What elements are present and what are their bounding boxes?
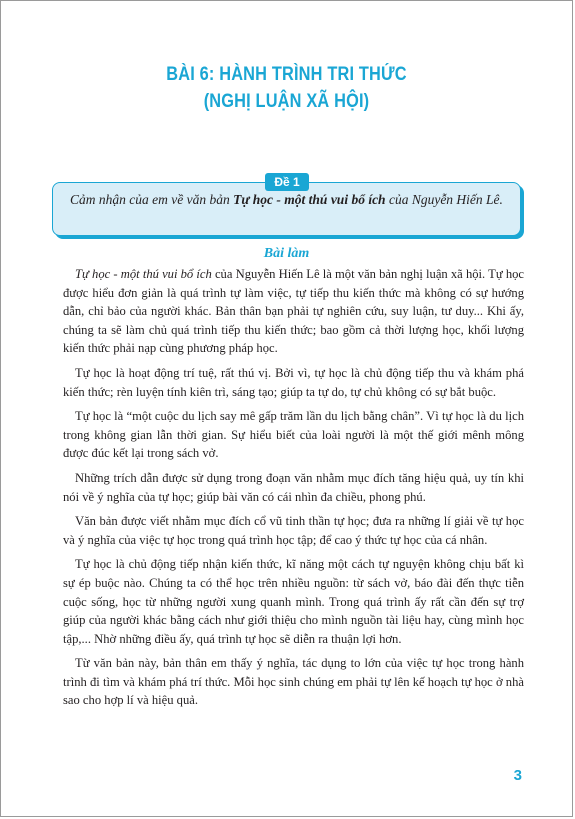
answer-body: [63, 265, 524, 716]
lesson-title-line-1: BÀI 6: HÀNH TRÌNH TRI THỨC: [166, 64, 407, 85]
paragraph-text: Tự học là hoạt động trí tuệ, rất thú vị. Bởi vì, tự học là chủ động tiếp thu và khám phá kiến thức; rèn luyện tính kiên trì, sáng tạo; giúp ta tự do, tự chủ không có sự bắt buộc.: [63, 365, 524, 399]
paragraph: [63, 364, 524, 401]
paragraph-text: của Nguyễn Hiến Lê là một văn bản nghị luận xã hội. Tự học được hiểu đơn giản là quá trình tự làm việc, tự tiếp thu kiến thức mà không có sự hướng dẫn, chỉ bảo của người khác. Bản thân bạn phải tự nghiên cứu, suy luận, tư duy... Khi ấy, chúng ta sẽ làm chủ quá trình tiếp thu kiến thức; bao gồm cả thời lượng học, khối lượng kiến thức phải nạp cùng phương pháp học.: [63, 267, 524, 356]
paragraph-italic-lead: Tự học - một thú vui bổ ích: [75, 267, 212, 281]
lesson-title: [41, 61, 532, 115]
answer-heading: Bài làm: [263, 246, 310, 261]
paragraph: [63, 407, 524, 463]
paragraph: [63, 654, 524, 710]
prompt-work-title: Tự học - một thú vui bổ ích: [233, 192, 386, 207]
paragraph-text: Những trích dẫn được sử dụng trong đoạn văn nhằm mục đích tăng hiệu quả, uy tín khi nói về ý nghĩa của tự học; giúp bài văn có cái nhìn đa chiều, phong phú.: [63, 470, 524, 504]
paragraph: [63, 265, 524, 358]
paragraph-text: Văn bản được viết nhằm mục đích cổ vũ tinh thần tự học; đưa ra những lí giải về tự học và ý nghĩa của việc tự học trong quá trình học tập; để cao ý thức tự học của cá nhân.: [63, 514, 524, 547]
paragraph-text: Từ văn bản này, bản thân em thấy ý nghĩa, tác dụng to lớn của việc tự học trong hành trình đi tìm và khám phá trí thức. Mỗi học sinh chúng em phải tự lên kế hoạch tự học ở nhà sao cho hợp lí và hiệu quả.: [63, 656, 524, 708]
exercise-badge: Đề 1: [265, 173, 309, 191]
paragraph: [63, 469, 524, 506]
prompt-text-before: Cảm nhận của em về văn bản: [70, 192, 234, 207]
lesson-title-line-2: (NGHỊ LUẬN XÃ HỘI): [203, 91, 370, 112]
prompt-text-after: của Nguyễn Hiến Lê.: [385, 192, 503, 207]
paragraph: [63, 512, 524, 549]
paragraph-text: Tự học là chủ động tiếp nhận kiến thức, kĩ năng một cách tự nguyện không chịu bất kì sự ép buộc nào. Chúng ta có thể học trên nhiều nguồn: từ sách vở, báo đài đến thực tiễn cuộc sống, học từ những người xung quanh mình. Trong quá trình ấy rất cần đến sự trợ giúp của người khác bằng cách như giới thiệu cho mình nguồn tài liệu hay, cùng mình học tập,... Nhờ những điều ấy, quá trình tự học sẽ diễn ra thuận lợi hơn.: [63, 557, 524, 646]
page-number: 3: [513, 767, 522, 784]
paragraph-text: Tự học là “một cuộc du lịch say mê gấp trăm lần du lịch bằng chân”. Vì tự học là du lịch trong không gian lẫn thời gian. Sự hiểu biết của loài người là một thế giới mênh mông được đúc kết lại trong sách vở.: [63, 409, 524, 461]
paragraph: [63, 555, 524, 648]
